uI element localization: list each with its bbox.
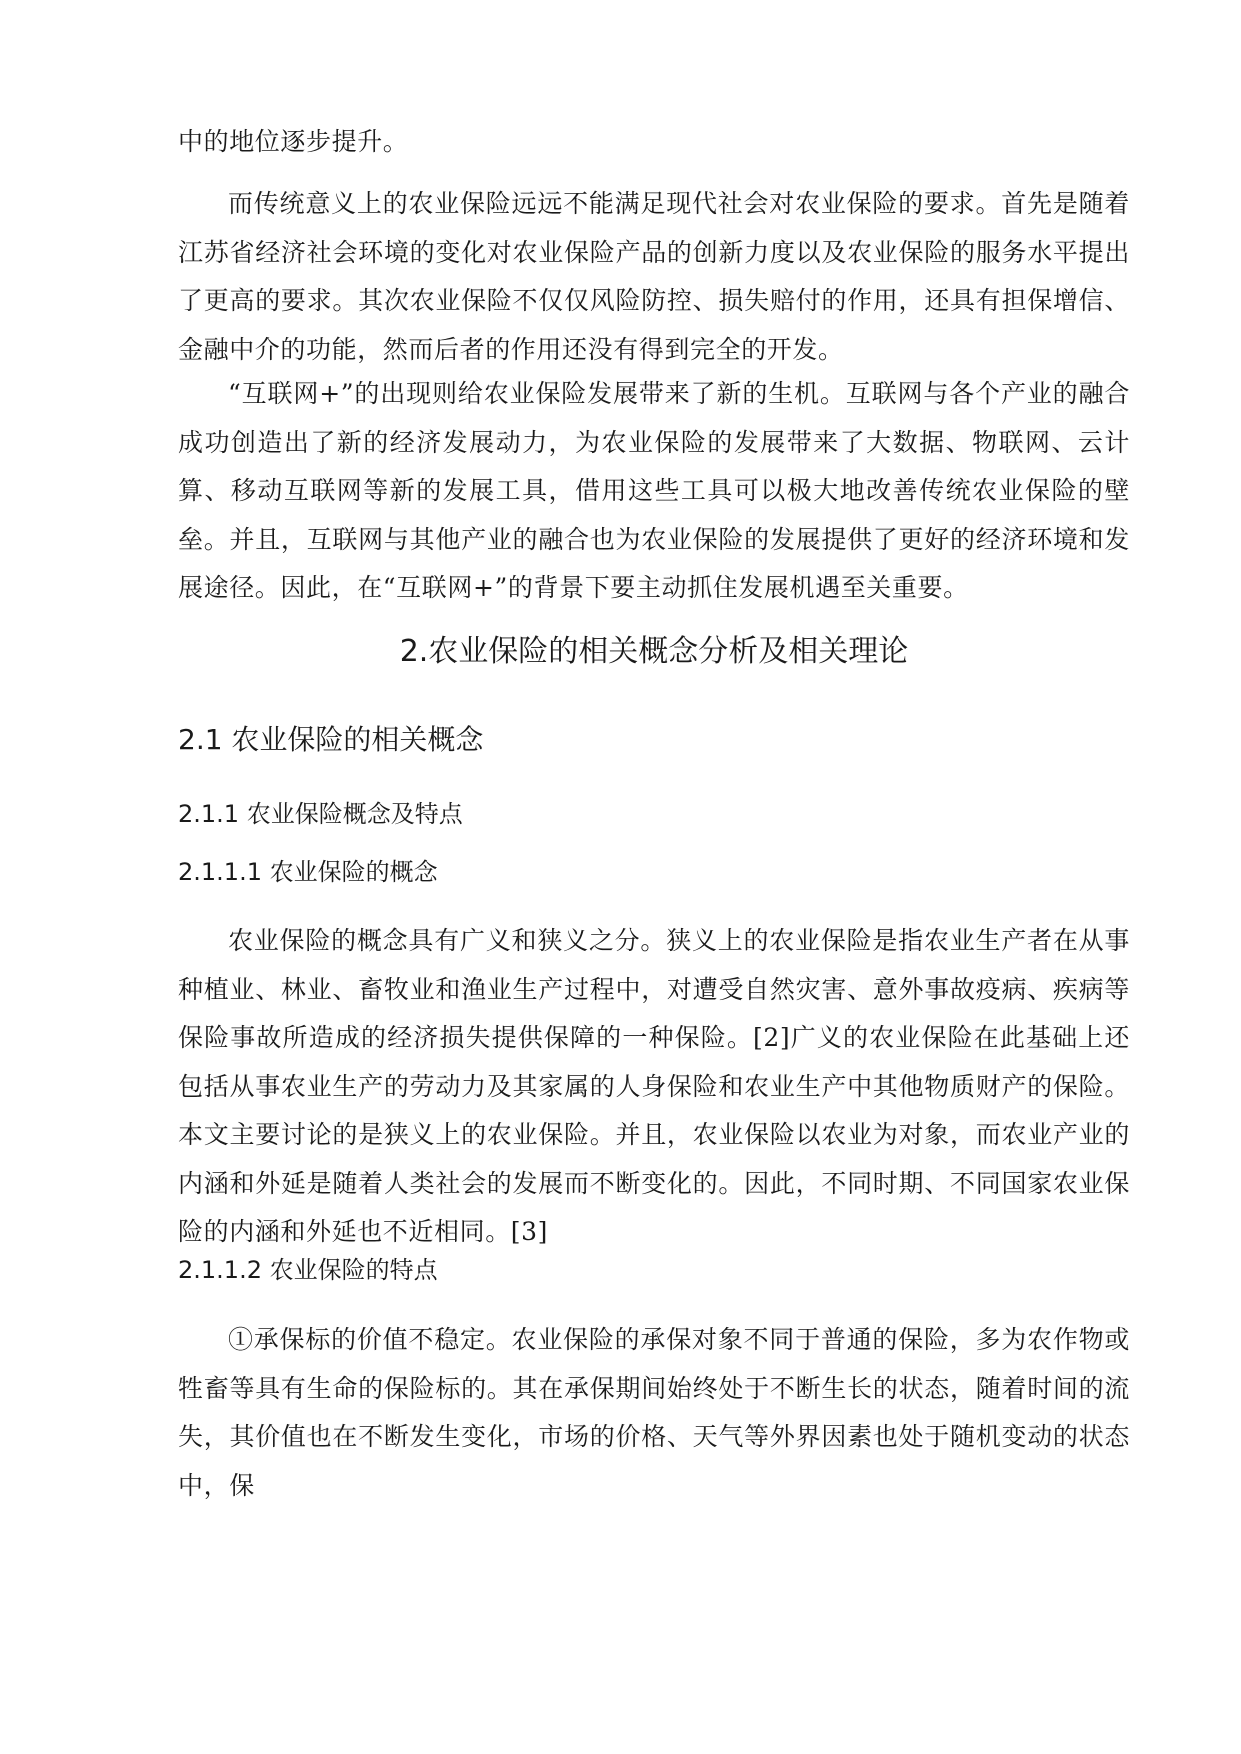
section-heading-2-1-1: 2.1.1 农业保险概念及特点 <box>178 800 463 828</box>
section-heading-2-1-1-1: 2.1.1.1 农业保险的概念 <box>178 858 438 886</box>
paragraph-continuation <box>178 118 1130 167</box>
section-heading-2-1: 2.1 农业保险的相关概念 <box>178 723 484 756</box>
paragraph-insurance-concept <box>178 917 1130 1257</box>
paragraph-text: 中的地位逐步提升。 <box>178 127 409 156</box>
paragraph-text: “互联网+”的出现则给农业保险发展带来了新的生机。互联网与各个产业的融合成功创造出了新的经济发展动力，为农业保险的发展带来了大数据、物联网、云计算、移动互联网等新的发展工具，借用这些工具可以极大地改善传统农业保险的壁垒。并且，互联网与其他产业的融合也为农业保险的发展提供了更好的经济环境和发展途径。因此，在“互联网+”的背景下要主动抓住发展机遇至关重要。 <box>178 379 1130 602</box>
paragraph-text: ①承保标的价值不稳定。农业保险的承保对象不同于普通的保险，多为农作物或牲畜等具有生命的保险标的。其在承保期间始终处于不断生长的状态，随着时间的流失，其价值也在不断发生变化，市场的价格、天气等外界因素也处于随机变动的状态中，保 <box>178 1325 1130 1500</box>
paragraph-internet-plus <box>178 370 1130 613</box>
chapter-heading: 2.农业保险的相关概念分析及相关理论 <box>399 634 909 669</box>
section-heading-2-1-1-2: 2.1.1.2 农业保险的特点 <box>178 1256 438 1284</box>
paragraph-traditional-insurance <box>178 180 1130 374</box>
paragraph-text: 而传统意义上的农业保险远远不能满足现代社会对农业保险的要求。首先是随着江苏省经济社会环境的变化对农业保险产品的创新力度以及农业保险的服务水平提出了更高的要求。其次农业保险不仅仅风险防控、损失赔付的作用，还具有担保增信、金融中介的功能，然而后者的作用还没有得到完全的开发。 <box>178 189 1130 364</box>
paragraph-insurance-features <box>178 1316 1130 1510</box>
paragraph-text: 农业保险的概念具有广义和狭义之分。狭义上的农业保险是指农业生产者在从事种植业、林业、畜牧业和渔业生产过程中，对遭受自然灾害、意外事故疫病、疾病等保险事故所造成的经济损失提供保障的一种保险。[2]广义的农业保险在此基础上还包括从事农业生产的劳动力及其家属的人身保险和农业生产中其他物质财产的保险。本文主要讨论的是狭义上的农业保险。并且，农业保险以农业为对象，而农业产业的内涵和外延是随着人类社会的发展而不断变化的。因此，不同时期、不同国家农业保险的内涵和外延也不近相同。[3] <box>178 926 1130 1246</box>
